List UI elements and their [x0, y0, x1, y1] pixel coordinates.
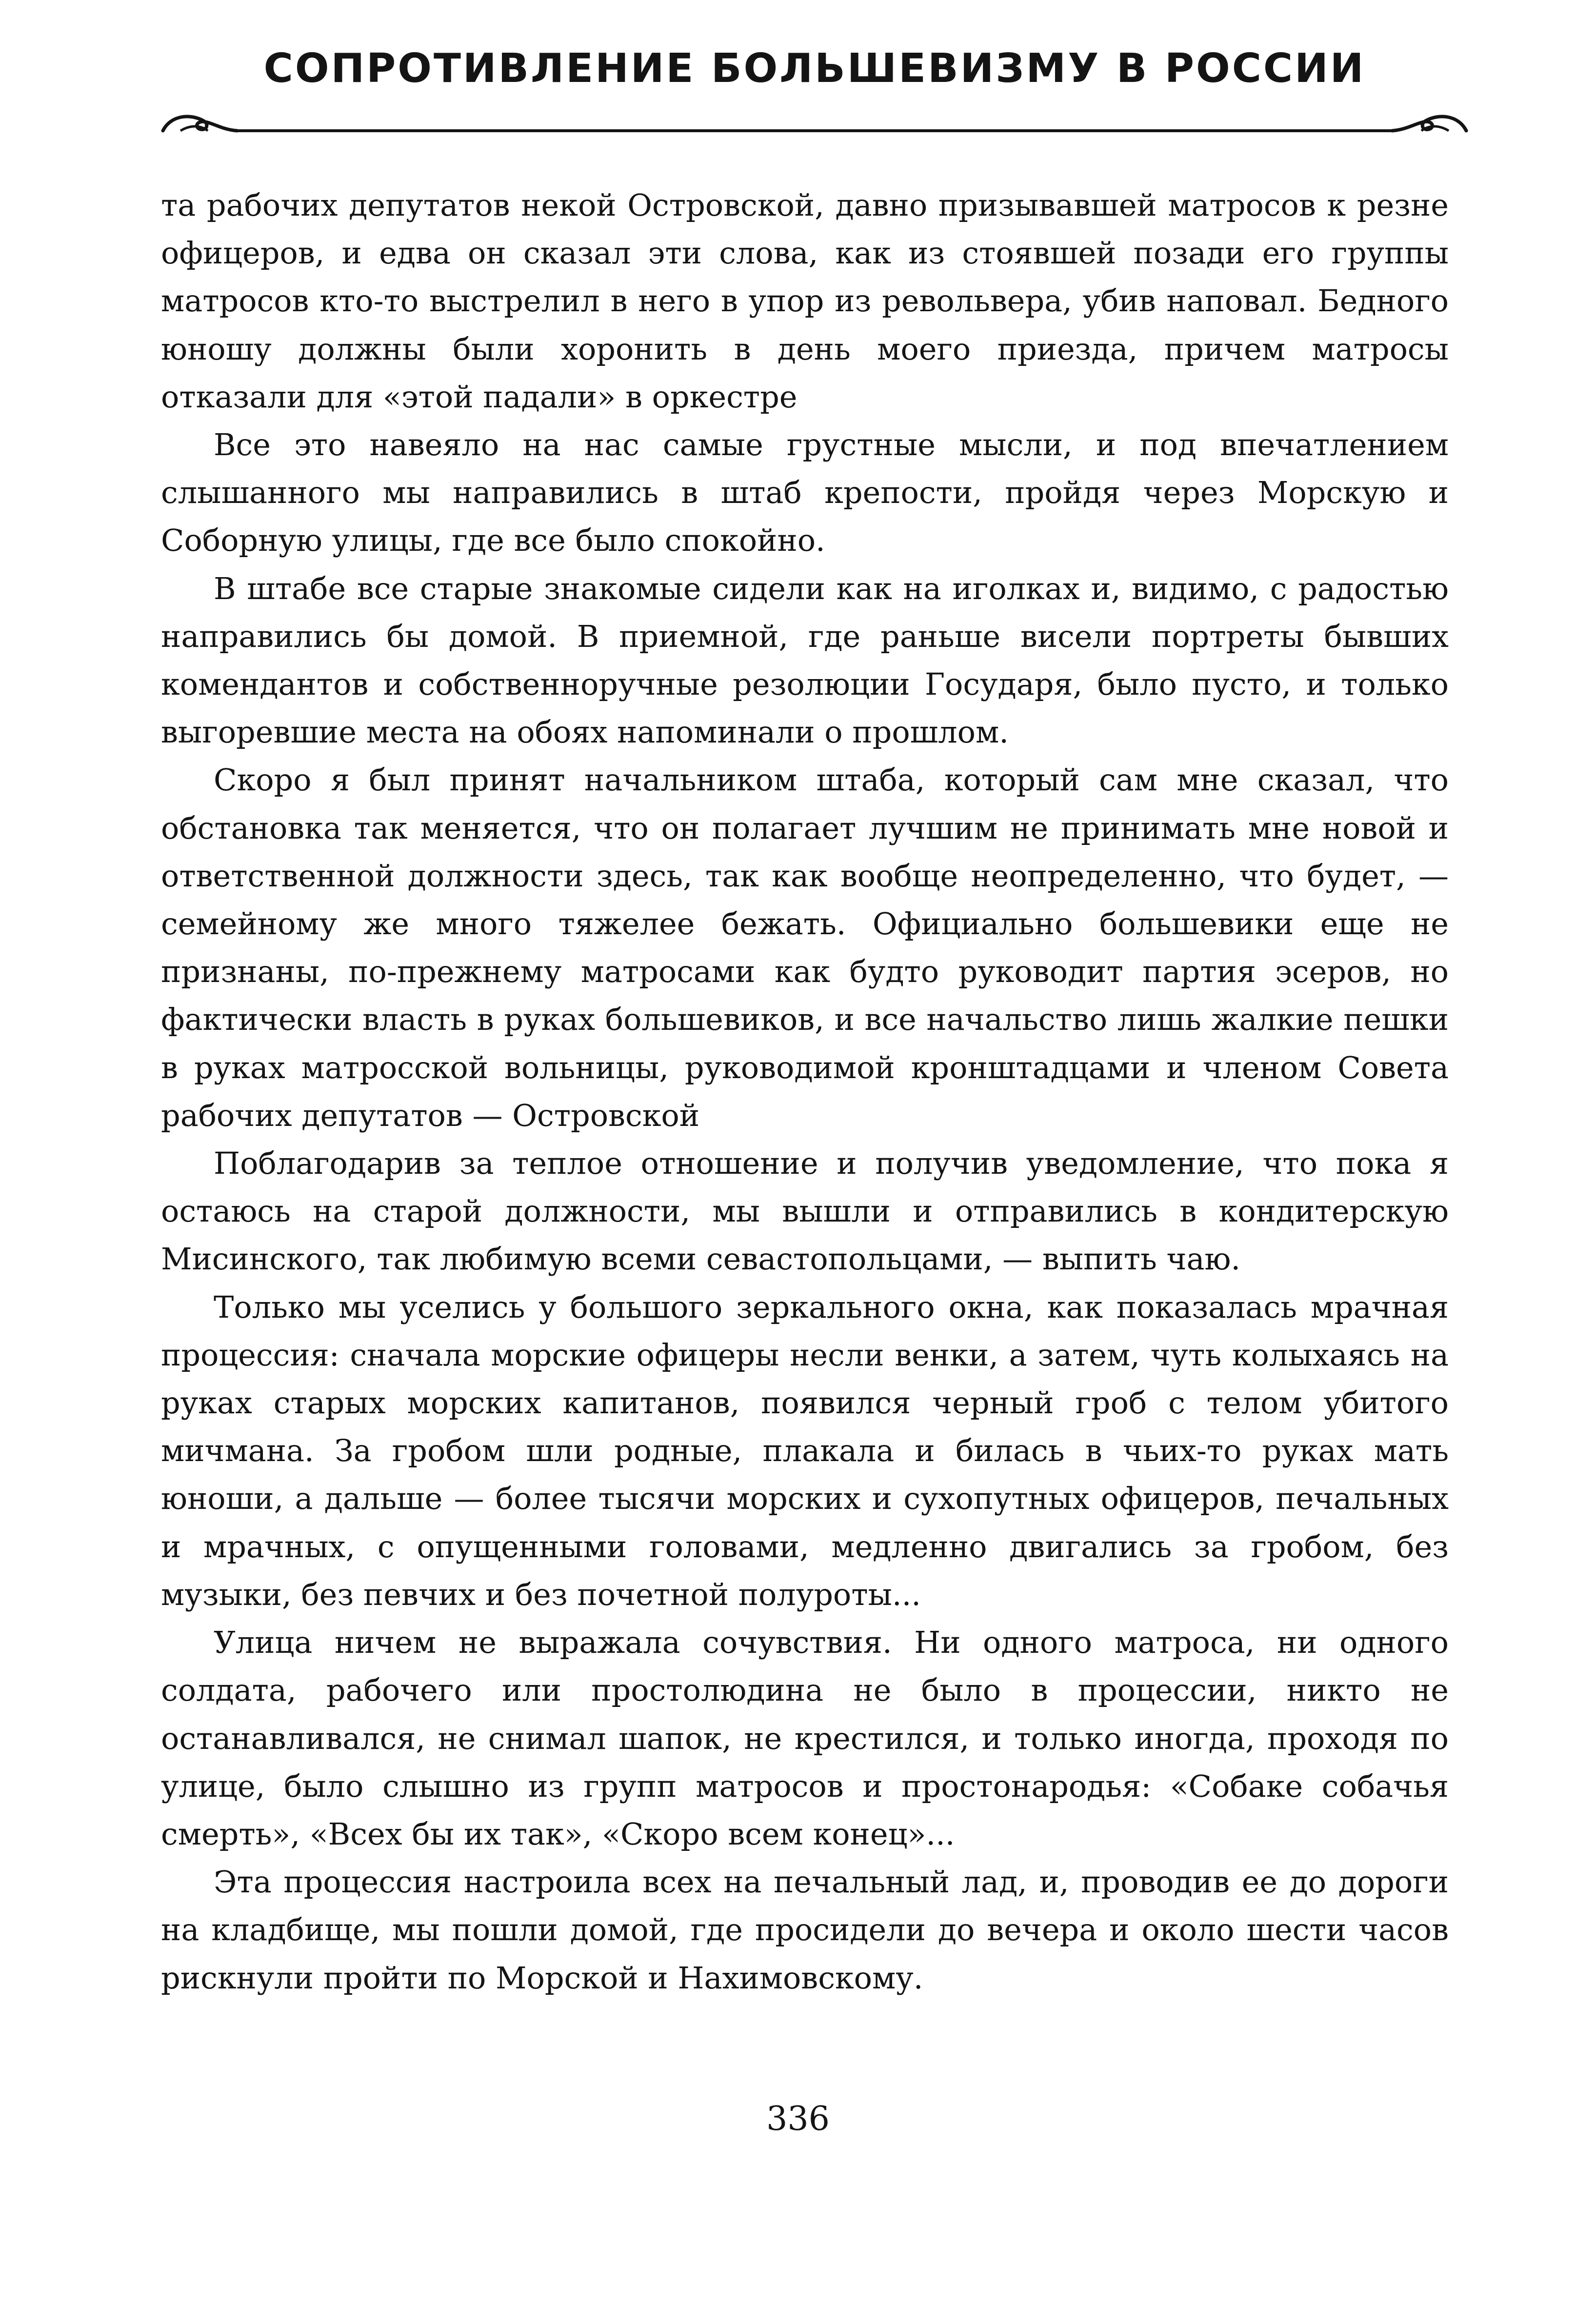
paragraph: Только мы уселись у большого зеркального окна, как показалась мрачная процессия: сначала морские офицеры несли венки, а затем, чуть колыхаясь на руках старых морских капитанов, появился черный гроб с телом убитого мичмана. За гробом шли родные, плакала и билась в чьих-то руках мать юноши, а дальше — более тысячи морских и сухопутных офицеров, печальных и мрачных, с опущенными головами, медленно двигались за гробом, без музыки, без певчих и без почетной полуроты...: [161, 1289, 1449, 1612]
paragraph: В штабе все старые знакомые сидели как на иголках и, видимо, с радостью направились бы домой. В приемной, где раньше висели портреты бывших комендантов и собственноручные резолюции Государя, было пусто, и только выгоревшие места на обоях напоминали о прошлом.: [161, 570, 1449, 750]
running-head-title: СОПРОТИВЛЕНИЕ БОЛЬШЕВИЗМУ В РОССИИ: [263, 45, 1366, 92]
header-rule: [161, 112, 1468, 137]
paragraph: Все это навеяло на нас самые грустные мысли, и под впечатлением слышанного мы направились в штаб крепости, пройдя через Морскую и Соборную улицы, где все было спокойно.: [161, 427, 1449, 559]
running-head: [161, 39, 1468, 132]
paragraph: Эта процессия настроила всех на печальный лад, и, проводив ее до дороги на кладбище, мы пошли домой, где просидели до вечера и около шести часов рискнули пройти по Морской и Нахимовскому.: [161, 1864, 1449, 1996]
body-text: [161, 181, 1449, 2002]
paragraph: Скоро я был принят начальником штаба, который сам мне сказал, что обстановка так меняется, что он полагает лучшим не принимать мне новой и ответственной должности здесь, так как вообще неопределенно, что будет, — семейному же много тяжелее бежать. Официально большевики еще не признаны, по-прежнему матросами как будто руководит партия эсеров, но фактически власть в руках большевиков, и все начальство лишь жалкие пешки в руках матросской вольницы, руководимой кронштадцами и членом Совета рабочих депутатов — Островской: [161, 762, 1449, 1133]
flourish-ornament-icon: [1392, 117, 1466, 131]
paragraph: Улица ничем не выражала сочувствия. Ни одного матроса, ни одного солдата, рабочего или простолюдина не было в процессии, никто не останавливался, не снимал шапок, не крестился, и только иногда, проходя по улице, было слышно из групп матросов и простонародья: «Собаке собачья смерть», «Всех бы их так», «Скоро всем конец»...: [161, 1625, 1449, 1852]
paragraph: Поблагодарив за теплое отношение и получив уведомление, что пока я остаюсь на старой должности, мы вышли и отправились в кондитерскую Мисинского, так любимую всеми севастопольцами, — выпить чаю.: [161, 1145, 1449, 1277]
paragraph: та рабочих депутатов некой Островской, давно призывавшей матросов к резне офицеров, и едва он сказал эти слова, как из стоявшей позади его группы матросов кто-то выстрелил в него в упор из револьвера, убив наповал. Бедного юношу должны были хоронить в день моего приезда, причем матросы отказали для «этой падали» в оркестре: [161, 187, 1449, 415]
flourish-ornament-icon: [163, 117, 237, 131]
page-number: 336: [766, 2100, 830, 2138]
